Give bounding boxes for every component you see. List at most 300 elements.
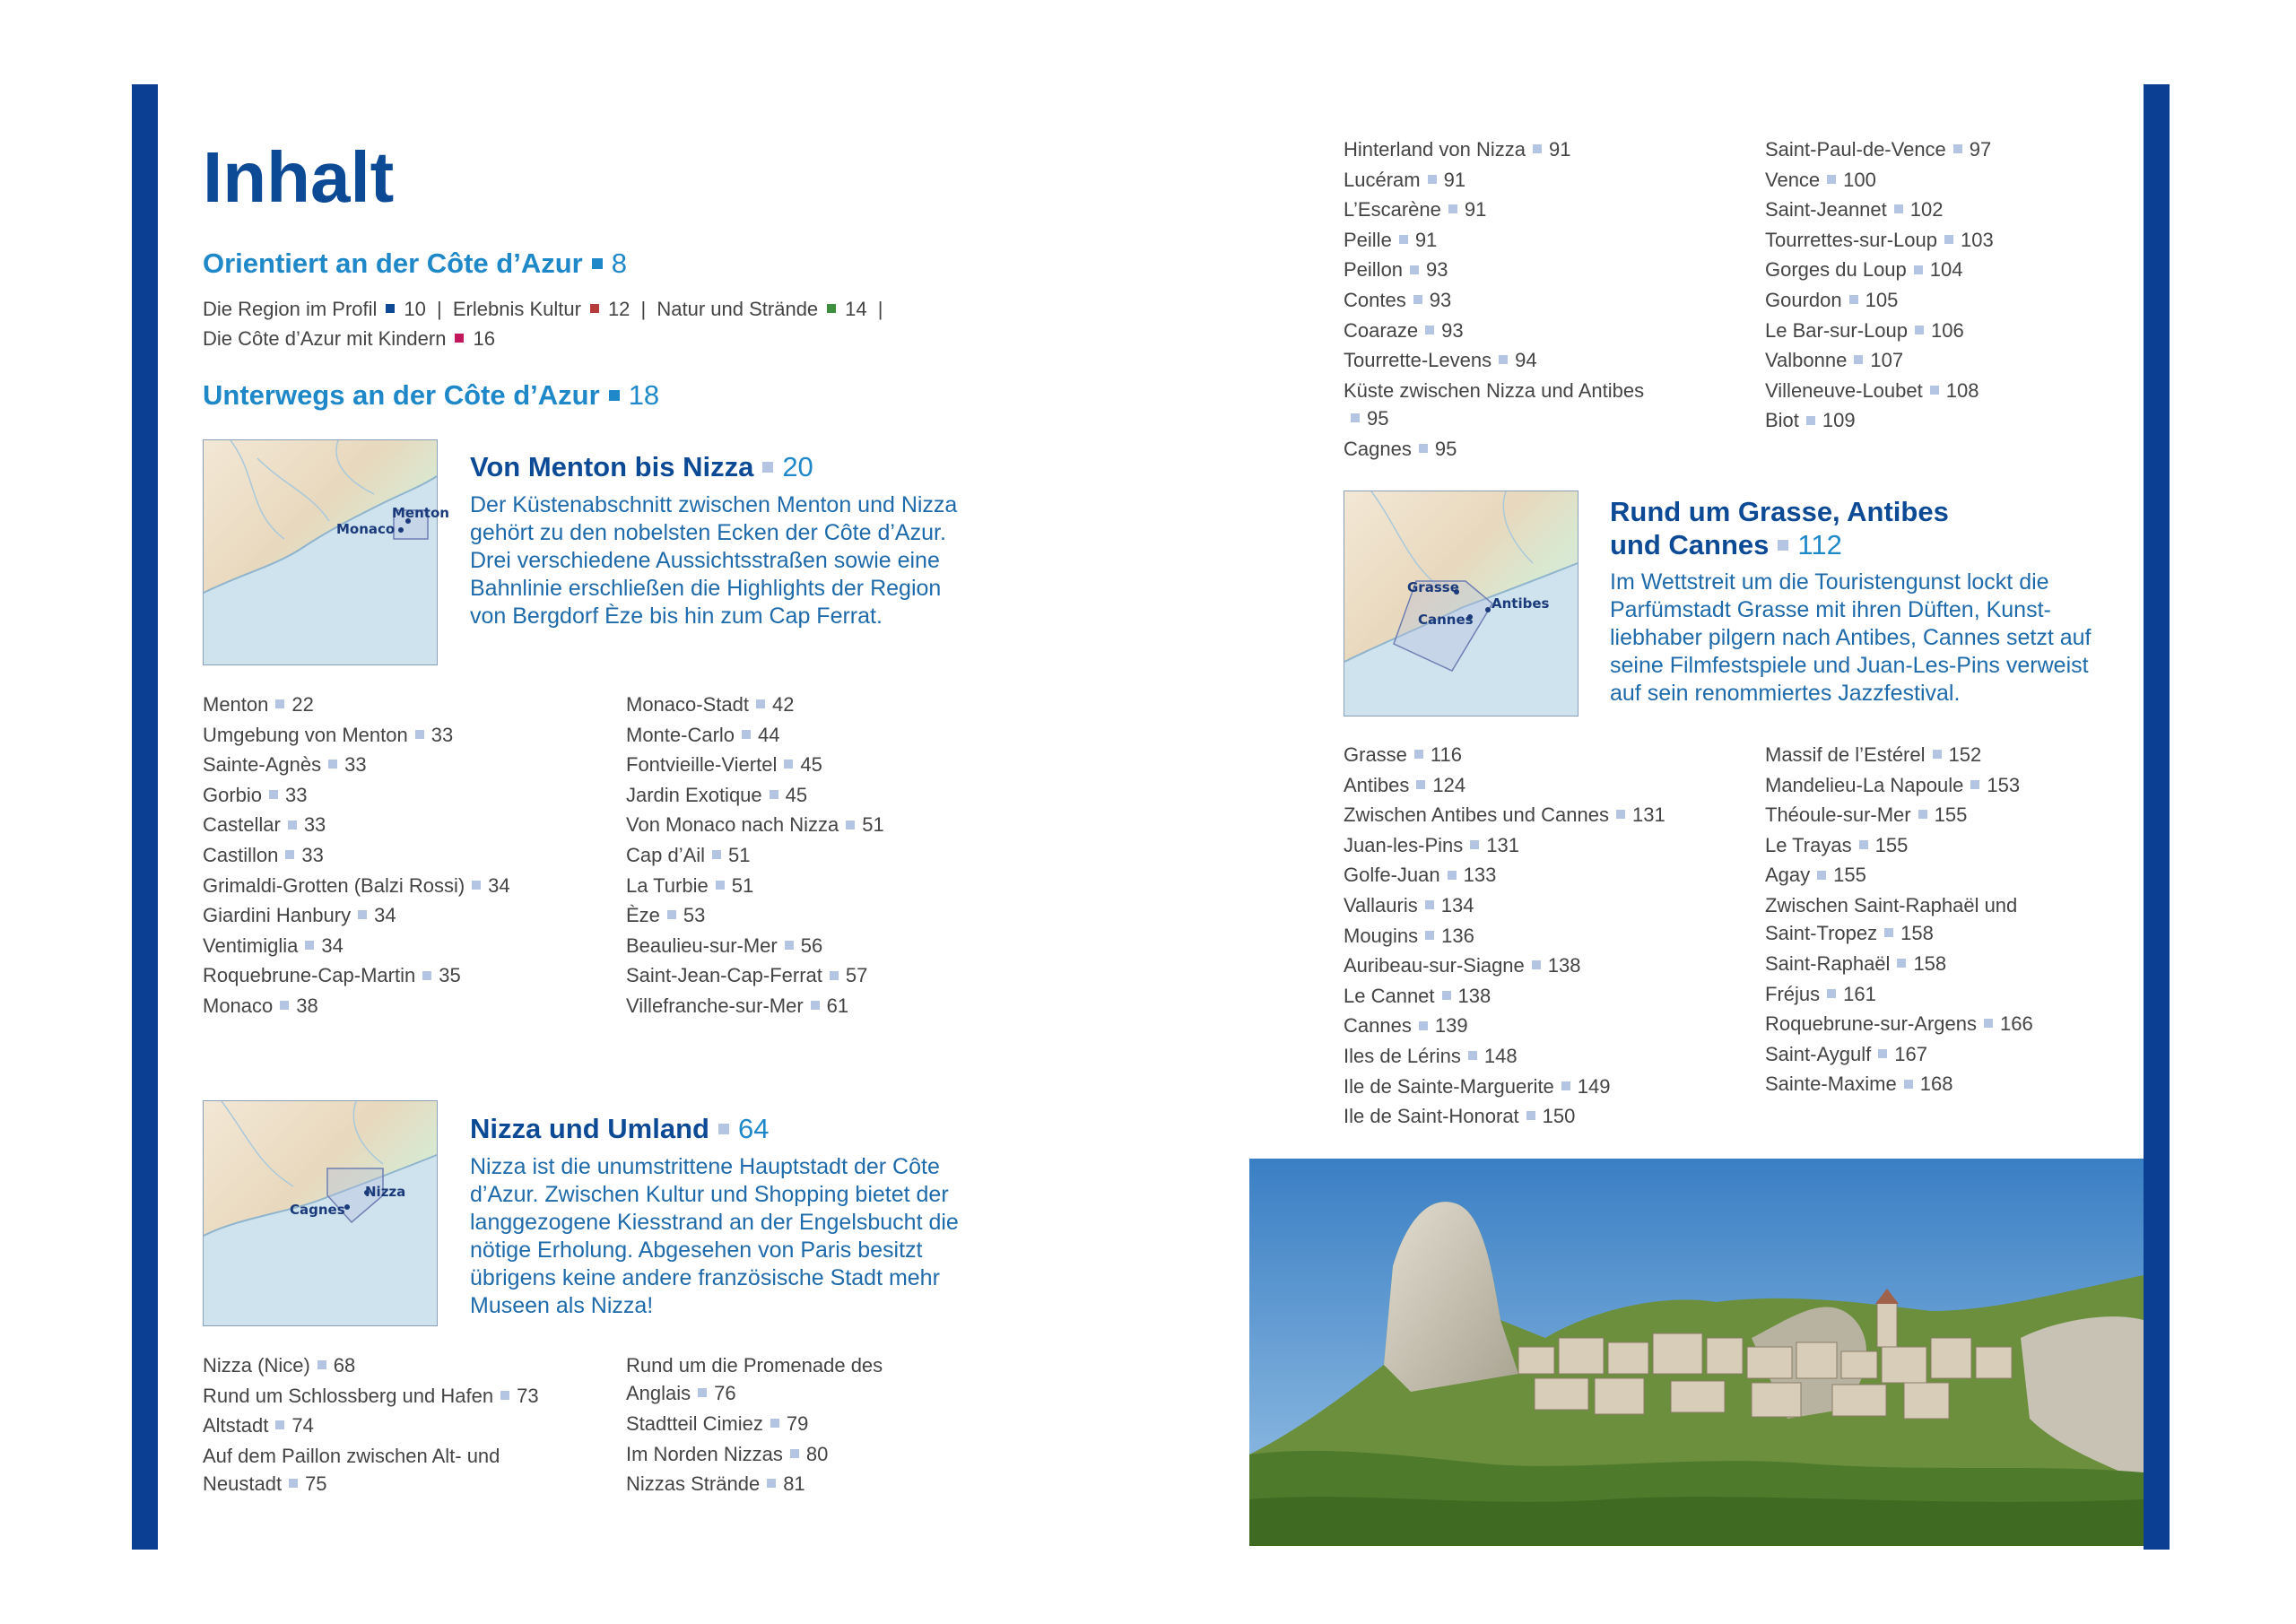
page-number: 10 bbox=[404, 298, 426, 320]
grasse-list-col1 bbox=[1344, 740, 1665, 1132]
toc-entry[interactable] bbox=[203, 931, 510, 961]
separator: | bbox=[640, 298, 647, 320]
toc-entry-label: Nizza (Nice) bbox=[203, 1354, 310, 1376]
region-nizza-title[interactable]: Nizza und Umland bbox=[470, 1113, 709, 1144]
bullet-square bbox=[1414, 750, 1423, 759]
toc-entry-page: 79 bbox=[786, 1412, 809, 1435]
toc-entry[interactable] bbox=[626, 720, 884, 751]
toc-entry-label: Monaco bbox=[203, 994, 274, 1017]
toc-entry-page: 91 bbox=[1464, 198, 1487, 221]
toc-entry[interactable] bbox=[1344, 800, 1665, 830]
toc-entry[interactable] bbox=[203, 840, 510, 871]
toc-entry[interactable] bbox=[1765, 949, 2070, 979]
bullet-square bbox=[1933, 750, 1942, 759]
grasse-list-col2 bbox=[1765, 740, 2070, 1099]
bullet-square bbox=[358, 910, 367, 919]
bullet-square bbox=[1416, 780, 1425, 789]
bullet-square bbox=[1419, 1021, 1428, 1030]
toc-entry-label: Castellar bbox=[203, 813, 281, 837]
bullet-square bbox=[1827, 989, 1836, 998]
toc-entry[interactable] bbox=[1344, 1041, 1665, 1072]
toc-entry[interactable] bbox=[203, 1411, 539, 1441]
toc-entry[interactable] bbox=[1344, 225, 1648, 256]
bullet-square bbox=[1859, 840, 1868, 849]
toc-entry-page: 51 bbox=[728, 843, 751, 866]
toc-entry-page: 91 bbox=[1414, 228, 1438, 251]
toc-entry[interactable] bbox=[626, 931, 884, 961]
page-number: 12 bbox=[607, 298, 631, 320]
toc-entry-page: 34 bbox=[321, 934, 344, 957]
toc-entry[interactable] bbox=[203, 690, 510, 720]
toc-entry-page: 45 bbox=[800, 753, 822, 777]
toc-entry[interactable] bbox=[1765, 345, 1994, 376]
bullet-square bbox=[1984, 1019, 1993, 1028]
toc-entry-page: 105 bbox=[1865, 288, 1899, 311]
toc-entry-label: Gorges du Loup bbox=[1765, 258, 1907, 282]
toc-entry-page: 158 bbox=[1900, 921, 1934, 944]
toc-entry[interactable] bbox=[203, 780, 510, 811]
toc-entry[interactable] bbox=[1344, 921, 1665, 951]
overview-item-kinder[interactable]: Die Côte d’Azur mit Kindern bbox=[203, 327, 447, 350]
toc-entry[interactable] bbox=[1344, 285, 1648, 316]
toc-entry-page: 73 bbox=[517, 1384, 539, 1407]
toc-entry-label: Auribeau-sur-Siagne bbox=[1344, 954, 1525, 977]
bullet-square bbox=[1410, 265, 1419, 274]
bullet-square bbox=[275, 699, 284, 708]
toc-entry-page: 106 bbox=[1930, 318, 1964, 342]
bullet-square bbox=[590, 304, 599, 313]
bullet-square bbox=[667, 910, 676, 919]
toc-entry-page: 155 bbox=[1874, 833, 1909, 856]
bullet-square bbox=[317, 1360, 326, 1369]
toc-entry-page: 116 bbox=[1430, 743, 1462, 766]
nizza-list-col1 bbox=[203, 1350, 539, 1499]
bullet-square bbox=[785, 941, 794, 950]
toc-entry[interactable] bbox=[1765, 830, 2070, 861]
toc-entry-label: Zwischen Saint-Raphaël und Saint-Tropez bbox=[1765, 893, 2018, 944]
bullet-square bbox=[1878, 1049, 1887, 1058]
region-menton-description: Der Küstenabschnitt zwischen Menton und Nizza gehört zu den nobelsten Ecken der Côte d’Azur. Drei verschiedene Aussichtsstraßen sowie eine Bahnlinie erschließen die Highlights der Region von Bergdorf Èze bis hin zum Cap Ferrat. bbox=[470, 492, 958, 629]
bullet-square bbox=[712, 850, 721, 859]
overview-item-natur[interactable]: Natur und Strände bbox=[657, 298, 819, 320]
toc-entry-label: Tourrette-Levens bbox=[1344, 349, 1492, 372]
toc-entry-label: Sainte-Agnès bbox=[203, 753, 322, 777]
toc-entry-page: 57 bbox=[845, 964, 868, 987]
toc-entry-label: Grasse bbox=[1344, 743, 1407, 766]
toc-entry[interactable] bbox=[626, 900, 884, 931]
toc-entry-label: Auf dem Paillon zwischen Alt- und Neustadt bbox=[203, 1444, 500, 1495]
map-grasse-region bbox=[1344, 491, 1578, 716]
toc-entry-label: Nizzas Strände bbox=[626, 1472, 761, 1496]
toc-entry-label: Vence bbox=[1765, 168, 1821, 191]
bullet-square bbox=[1470, 840, 1479, 849]
toc-entry[interactable] bbox=[1765, 860, 2070, 890]
toc-entry-page: 108 bbox=[1945, 378, 1979, 402]
map-label-monaco: Monaco bbox=[336, 521, 396, 537]
toc-entry-page: 152 bbox=[1948, 743, 1982, 766]
toc-entry-label: Roquebrune-sur-Argens bbox=[1765, 1012, 1978, 1036]
toc-entry-page: 22 bbox=[291, 693, 314, 716]
toc-entry-page: 131 bbox=[1486, 833, 1519, 856]
bullet-square bbox=[1425, 326, 1434, 334]
region-nizza-page: 64 bbox=[737, 1113, 770, 1144]
toc-entry-label: Vallauris bbox=[1344, 893, 1418, 916]
menton-list-col1 bbox=[203, 690, 510, 1021]
bullet-square bbox=[767, 1479, 776, 1488]
toc-entry-page: 74 bbox=[291, 1414, 314, 1437]
bullet-square bbox=[1425, 931, 1434, 940]
toc-entry-label: Saint-Aygulf bbox=[1765, 1042, 1872, 1065]
toc-entry-page: 91 bbox=[1548, 138, 1571, 161]
bullet-square bbox=[1944, 235, 1953, 244]
map-label-grasse: Grasse bbox=[1407, 579, 1459, 595]
toc-entry-label: Im Norden Nizzas bbox=[626, 1442, 783, 1465]
bullet-square bbox=[455, 334, 464, 343]
region-grasse-description: Im Wettstreit um die Touristengunst lockt die Parfümstadt Grasse mit ihren Düften, Kunstliebhaber pilgern nach Antibes, Cannes setzt auf seine Filmfestspiele und Juan-Les-Pins verweist auf sein renommiertes Jazzfestival. bbox=[1610, 569, 2092, 706]
right-spine-bar bbox=[2144, 84, 2170, 1550]
bullet-square bbox=[288, 821, 297, 829]
toc-entry-label: Peille bbox=[1344, 228, 1392, 251]
bullet-square bbox=[1918, 810, 1927, 819]
bullet-square bbox=[756, 699, 765, 708]
toc-entry-page: 138 bbox=[1457, 984, 1492, 1007]
bullet-square bbox=[1849, 295, 1858, 304]
bullet-square bbox=[592, 258, 603, 269]
toc-entry-page: 138 bbox=[1547, 954, 1581, 977]
page-title: Inhalt bbox=[203, 137, 395, 217]
page-number: 14 bbox=[845, 298, 867, 320]
toc-entry-page: 53 bbox=[683, 904, 706, 927]
toc-entry-label: Monte-Carlo bbox=[626, 723, 735, 746]
bullet-square bbox=[305, 941, 314, 950]
toc-entry[interactable] bbox=[626, 840, 884, 871]
bullet-square bbox=[830, 971, 839, 980]
bullet-square bbox=[500, 1391, 509, 1400]
toc-entry-label: Gorbio bbox=[203, 783, 263, 806]
toc-entry-page: 155 bbox=[1833, 864, 1866, 887]
toc-entry[interactable] bbox=[1344, 434, 1648, 465]
toc-entry-label: Saint-Jean-Cap-Ferrat bbox=[626, 964, 822, 987]
toc-entry-label: Contes bbox=[1344, 288, 1406, 311]
bullet-square bbox=[472, 881, 481, 890]
toc-entry-label: L’Escarène bbox=[1344, 198, 1441, 221]
bullet-square bbox=[280, 1001, 289, 1010]
overview-item-kultur[interactable]: Erlebnis Kultur bbox=[452, 298, 581, 320]
toc-entry[interactable] bbox=[1344, 377, 1648, 432]
toc-entry-label: Coaraze bbox=[1344, 318, 1419, 342]
toc-entry-page: 155 bbox=[1934, 803, 1968, 827]
toc-entry-label: Fontvieille-Viertel bbox=[626, 753, 778, 777]
toc-entry[interactable] bbox=[203, 1350, 539, 1381]
map-nizza-region bbox=[203, 1100, 438, 1326]
bullet-square bbox=[1894, 204, 1903, 213]
nizza-list-col2 bbox=[626, 1350, 931, 1499]
toc-entry-label: Le Cannet bbox=[1344, 984, 1435, 1007]
toc-entry-label: Iles de Lérins bbox=[1344, 1044, 1461, 1067]
menton-list-col2 bbox=[626, 690, 884, 1021]
toc-entry-page: 94 bbox=[1515, 349, 1537, 372]
toc-entry-page: 107 bbox=[1870, 349, 1904, 372]
toc-entry[interactable] bbox=[203, 900, 510, 931]
toc-entry[interactable] bbox=[626, 690, 884, 720]
toc-entry-label: Biot bbox=[1765, 409, 1799, 432]
toc-entry-label: Monaco-Stadt bbox=[626, 693, 749, 716]
toc-entry[interactable] bbox=[626, 1469, 931, 1499]
toc-entry-label: Rund um die Promenade des Anglais bbox=[626, 1354, 883, 1404]
toc-entry-page: 100 bbox=[1843, 168, 1876, 191]
toc-entry-label: Jardin Exotique bbox=[626, 783, 762, 806]
left-spine-bar bbox=[132, 84, 158, 1550]
toc-entry-page: 150 bbox=[1542, 1105, 1576, 1128]
toc-entry-page: 76 bbox=[714, 1382, 736, 1404]
toc-entry[interactable] bbox=[203, 810, 510, 840]
region-grasse-title-line1[interactable]: Rund um Grasse, Antibes bbox=[1610, 496, 1949, 527]
bullet-square bbox=[275, 1420, 284, 1429]
toc-entry[interactable] bbox=[1765, 979, 2070, 1010]
toc-entry[interactable] bbox=[626, 810, 884, 840]
overview-links bbox=[203, 294, 889, 353]
bullet-square bbox=[1930, 386, 1939, 395]
toc-entry-page: 148 bbox=[1483, 1044, 1518, 1067]
toc-entry[interactable] bbox=[1765, 1009, 2070, 1039]
toc-entry-page: 33 bbox=[285, 783, 308, 806]
toc-entry-label: Altstadt bbox=[203, 1414, 269, 1437]
bullet-square bbox=[1533, 144, 1542, 153]
toc-entry[interactable] bbox=[1344, 345, 1648, 376]
bullet-square bbox=[1399, 235, 1408, 244]
toc-entry[interactable] bbox=[1765, 740, 2070, 770]
bullet-square bbox=[285, 850, 294, 859]
bullet-square bbox=[1915, 326, 1924, 334]
toc-entry-page: 168 bbox=[1919, 1073, 1953, 1096]
toc-entry-page: 134 bbox=[1440, 893, 1474, 916]
bullet-square bbox=[1827, 175, 1836, 184]
bullet-square bbox=[1616, 810, 1625, 819]
toc-entry[interactable] bbox=[1765, 285, 1994, 316]
toc-entry[interactable] bbox=[626, 871, 884, 901]
toc-entry[interactable] bbox=[1765, 135, 1994, 165]
toc-entry-page: 42 bbox=[771, 693, 795, 716]
toc-entry-label: Stadtteil Cimiez bbox=[626, 1412, 763, 1435]
toc-entry[interactable] bbox=[1765, 316, 1994, 346]
bullet-square bbox=[1778, 540, 1788, 551]
region-grasse-page: 112 bbox=[1797, 529, 1842, 560]
toc-entry[interactable] bbox=[1765, 255, 1994, 285]
toc-entry-label: Beaulieu-sur-Mer bbox=[626, 934, 778, 957]
toc-entry[interactable] bbox=[203, 871, 510, 901]
bullet-square bbox=[1806, 416, 1815, 425]
bullet-square bbox=[1970, 780, 1979, 789]
toc-entry[interactable] bbox=[203, 1442, 508, 1498]
toc-entry-label: Saint-Paul-de-Vence bbox=[1765, 138, 1946, 161]
bullet-square bbox=[1914, 265, 1923, 274]
toc-entry-page: 33 bbox=[303, 813, 326, 837]
toc-entry-page: 56 bbox=[800, 934, 823, 957]
toc-entry[interactable] bbox=[1344, 1072, 1665, 1102]
map-menton-region bbox=[203, 439, 449, 665]
toc-entry[interactable] bbox=[1344, 1011, 1665, 1041]
bullet-square bbox=[1351, 413, 1360, 422]
toc-entry-page: 133 bbox=[1463, 864, 1497, 887]
toc-entry-label: Èze bbox=[626, 904, 660, 927]
toc-entry[interactable] bbox=[626, 1409, 931, 1439]
toc-entry[interactable] bbox=[1344, 316, 1648, 346]
bullet-square bbox=[1419, 444, 1428, 453]
bullet-square bbox=[1953, 144, 1962, 153]
toc-entry[interactable] bbox=[1344, 951, 1665, 981]
toc-entry-label: Théoule-sur-Mer bbox=[1765, 803, 1911, 827]
toc-entry-label: Cap d’Ail bbox=[626, 843, 706, 866]
toc-entry-page: 136 bbox=[1441, 924, 1474, 947]
toc-entry-page: 158 bbox=[1913, 951, 1947, 975]
region-menton-page: 20 bbox=[782, 451, 813, 482]
toc-entry[interactable] bbox=[203, 1381, 539, 1411]
bullet-square bbox=[1561, 1081, 1570, 1090]
bullet-square bbox=[1468, 1051, 1477, 1060]
toc-entry-label: Castillon bbox=[203, 843, 279, 866]
toc-entry-page: 153 bbox=[1987, 773, 2021, 796]
toc-entry-page: 51 bbox=[731, 873, 754, 897]
toc-entry[interactable] bbox=[1765, 770, 2070, 801]
toc-entry-page: 95 bbox=[1367, 406, 1389, 430]
toc-entry[interactable] bbox=[1765, 800, 2070, 830]
toc-entry[interactable] bbox=[1765, 195, 1994, 225]
toc-entry-label: Antibes bbox=[1344, 773, 1410, 796]
toc-entry-page: 103 bbox=[1960, 228, 1994, 251]
toc-entry-label: Hinterland von Nizza bbox=[1344, 138, 1526, 161]
toc-entry-label: Ile de Sainte-Marguerite bbox=[1344, 1074, 1554, 1098]
section-unterwegs-title: Unterwegs an der Côte d’Azur bbox=[203, 379, 600, 411]
region-grasse-title-line2[interactable]: und Cannes bbox=[1610, 529, 1770, 560]
toc-entry[interactable] bbox=[1344, 981, 1665, 1012]
toc-entry-label: Peillon bbox=[1344, 258, 1404, 282]
toc-entry[interactable] bbox=[1344, 830, 1665, 861]
nizza-cont-list-col1 bbox=[1344, 135, 1648, 464]
toc-entry-page: 34 bbox=[488, 873, 510, 897]
bullet-square bbox=[422, 971, 431, 980]
toc-entry-label: Ile de Saint-Honorat bbox=[1344, 1105, 1519, 1128]
toc-entry-label: Villefranche-sur-Mer bbox=[626, 994, 804, 1017]
bullet-square bbox=[1499, 355, 1508, 364]
toc-entry[interactable] bbox=[1344, 890, 1665, 921]
toc-entry[interactable] bbox=[626, 1351, 931, 1407]
toc-entry-page: 68 bbox=[333, 1354, 356, 1376]
toc-entry-label: La Turbie bbox=[626, 873, 709, 897]
toc-entry-page: 93 bbox=[1429, 288, 1452, 311]
toc-entry-page: 124 bbox=[1432, 773, 1466, 796]
toc-entry[interactable] bbox=[1344, 255, 1648, 285]
toc-entry-page: 102 bbox=[1909, 198, 1944, 221]
toc-entry[interactable] bbox=[1765, 225, 1994, 256]
toc-entry-page: 139 bbox=[1434, 1014, 1468, 1038]
toc-entry-label: Grimaldi-Grotten (Balzi Rossi) bbox=[203, 873, 465, 897]
toc-entry[interactable] bbox=[1765, 165, 1994, 195]
toc-entry-label: Cagnes bbox=[1344, 437, 1412, 460]
toc-entry-label: Lucéram bbox=[1344, 168, 1421, 191]
toc-entry-label: Ventimiglia bbox=[203, 934, 299, 957]
bullet-square bbox=[716, 881, 725, 890]
toc-entry-label: Rund um Schlossberg und Hafen bbox=[203, 1384, 494, 1407]
bullet-square bbox=[811, 1001, 820, 1010]
bullet-square bbox=[1413, 295, 1422, 304]
toc-entry-page: 161 bbox=[1843, 982, 1876, 1005]
toc-entry-page: 45 bbox=[785, 783, 808, 806]
toc-entry-label: Le Bar-sur-Loup bbox=[1765, 318, 1908, 342]
toc-entry-page: 75 bbox=[305, 1472, 327, 1495]
toc-entry-label: Roquebrune-Cap-Martin bbox=[203, 964, 416, 987]
toc-entry-page: 81 bbox=[783, 1472, 805, 1496]
toc-entry-label: Umgebung von Menton bbox=[203, 723, 408, 746]
toc-entry[interactable] bbox=[1344, 135, 1648, 165]
toc-entry[interactable] bbox=[203, 750, 510, 780]
bullet-square bbox=[328, 760, 337, 769]
toc-entry[interactable] bbox=[1765, 1069, 2070, 1099]
toc-entry[interactable] bbox=[1765, 405, 1994, 436]
region-menton-title[interactable]: Von Menton bis Nizza bbox=[470, 451, 754, 482]
toc-entry-label: Giardini Hanbury bbox=[203, 904, 352, 927]
bullet-square bbox=[289, 1479, 298, 1488]
toc-entry[interactable] bbox=[1765, 891, 2070, 947]
toc-entry[interactable] bbox=[1765, 376, 1994, 406]
bullet-square bbox=[1884, 928, 1893, 937]
toc-entry[interactable] bbox=[626, 750, 884, 780]
bullet-square bbox=[846, 821, 855, 829]
toc-entry[interactable] bbox=[626, 780, 884, 811]
toc-entry-page: 33 bbox=[430, 723, 454, 746]
nizza-cont-list-col2 bbox=[1765, 135, 1994, 436]
bullet-square bbox=[1817, 871, 1826, 880]
toc-entry[interactable] bbox=[1344, 165, 1648, 195]
toc-entry[interactable] bbox=[1344, 1101, 1665, 1132]
toc-entry[interactable] bbox=[203, 960, 510, 991]
region-menton-heading bbox=[470, 450, 813, 483]
toc-entry-page: 34 bbox=[374, 904, 396, 927]
bullet-square bbox=[784, 760, 793, 769]
toc-entry[interactable] bbox=[1765, 1039, 2070, 1070]
bullet-square bbox=[609, 390, 620, 401]
toc-entry-label: Sainte-Maxime bbox=[1765, 1073, 1897, 1096]
toc-entry[interactable] bbox=[1344, 770, 1665, 801]
section-orientiert-page: 8 bbox=[611, 248, 627, 279]
toc-entry[interactable] bbox=[626, 1439, 931, 1470]
overview-item-region[interactable]: Die Region im Profil bbox=[203, 298, 378, 320]
toc-entry-label: Agay bbox=[1765, 864, 1811, 887]
toc-entry[interactable] bbox=[1344, 195, 1648, 225]
bullet-square bbox=[718, 1124, 729, 1134]
section-unterwegs-heading bbox=[203, 379, 659, 412]
toc-entry-page: 33 bbox=[301, 843, 324, 866]
page-number: 16 bbox=[473, 327, 495, 350]
toc-entry[interactable] bbox=[1344, 740, 1665, 770]
toc-entry-label: Mougins bbox=[1344, 924, 1419, 947]
toc-entry[interactable] bbox=[626, 960, 884, 991]
toc-entry[interactable] bbox=[203, 991, 510, 1021]
bullet-square bbox=[762, 462, 773, 473]
toc-entry-page: 109 bbox=[1822, 409, 1856, 432]
toc-entry[interactable] bbox=[203, 720, 510, 751]
toc-entry-label: Von Monaco nach Nizza bbox=[626, 813, 839, 837]
toc-entry-page: 104 bbox=[1929, 258, 1963, 282]
toc-entry-label: Menton bbox=[203, 693, 269, 716]
toc-entry[interactable] bbox=[1344, 860, 1665, 890]
bullet-square bbox=[1428, 175, 1437, 184]
toc-entry[interactable] bbox=[626, 991, 884, 1021]
toc-entry-label: Villeneuve-Loubet bbox=[1765, 378, 1923, 402]
toc-entry-page: 33 bbox=[344, 753, 367, 777]
toc-entry-label: Cannes bbox=[1344, 1014, 1412, 1038]
bullet-square bbox=[742, 730, 751, 739]
toc-entry-label: Valbonne bbox=[1765, 349, 1848, 372]
